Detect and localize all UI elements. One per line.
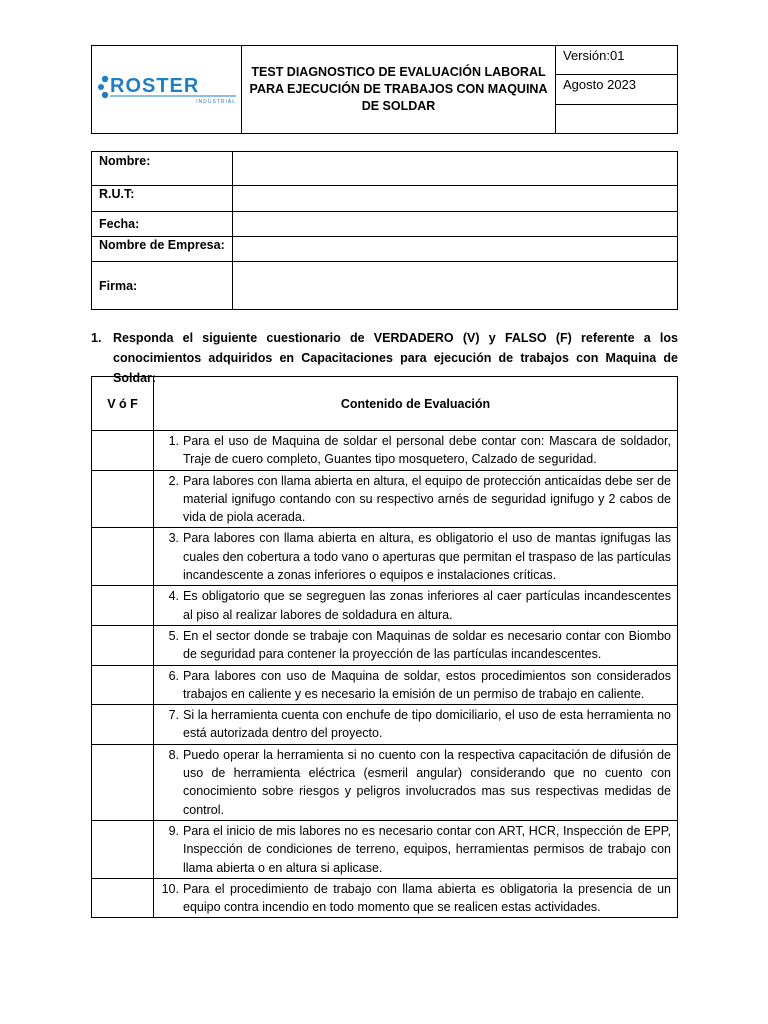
answer-cell[interactable]	[92, 625, 154, 665]
answer-cell[interactable]	[92, 878, 154, 918]
question-number: 2.	[168, 473, 179, 488]
answer-cell[interactable]	[92, 528, 154, 586]
answer-cell[interactable]	[92, 431, 154, 471]
question-row	[92, 431, 678, 471]
content-column-header: Contenido de Evaluación	[154, 377, 678, 431]
question-number: 4.	[168, 589, 179, 604]
question-row	[92, 820, 678, 878]
signature-label: Firma:	[92, 262, 233, 310]
date-field-label: Fecha:	[92, 212, 233, 237]
document-header	[91, 45, 678, 134]
date-field[interactable]	[233, 212, 678, 237]
name-label: Nombre:	[92, 152, 233, 186]
vf-column-header: V ó F	[92, 377, 154, 431]
question-number: 8.	[168, 747, 179, 762]
logo-text: ROSTER	[109, 75, 199, 97]
question-number: 7.	[168, 708, 179, 723]
document-title: TEST DIAGNOSTICO DE EVALUACIÓN LABORAL PARA EJECUCIÓN DE TRABAJOS CON MAQUINA DE SOLDAR	[242, 46, 556, 134]
question-number: 5.	[168, 628, 179, 643]
signature-field[interactable]	[233, 262, 678, 310]
company-label: Nombre de Empresa:	[92, 237, 233, 262]
answer-cell[interactable]	[92, 820, 154, 878]
instruction-text: Responda el siguiente cuestionario de VERDADERO (V) y FALSO (F) referente a los conocimientos adquiridos en Capacitaciones para ejecución de trabajos con Maquina de Soldar:	[113, 331, 678, 385]
logo-subtext: INDUSTRIAL	[195, 99, 236, 104]
answer-cell[interactable]	[92, 744, 154, 820]
question-row	[92, 665, 678, 705]
logo-cell	[92, 46, 242, 134]
question-row	[92, 528, 678, 586]
question-row	[92, 625, 678, 665]
question-number: 1.	[168, 434, 179, 448]
question-row	[92, 744, 678, 820]
question-row	[92, 470, 678, 528]
question-number: 3.	[168, 531, 179, 546]
questions-header-row	[92, 377, 678, 431]
question-text: Si la herramienta cuenta con enchufe de tipo domiciliario, el uso de esta herramienta no está autorizada dentro del proyecto.	[183, 708, 671, 741]
question-row	[92, 878, 678, 918]
date-label: Agosto 2023	[556, 75, 678, 104]
questions-table	[91, 376, 678, 918]
question-number: 6.	[168, 668, 179, 683]
instruction-number: 1.	[91, 331, 102, 345]
header-extra-cell	[556, 104, 678, 133]
question-text: Para el uso de Maquina de soldar el personal debe contar con: Mascara de soldador, Traje de cuero completo, Guantes tipo mosquetero, Calzado de seguridad.	[183, 434, 671, 467]
question-text: Es obligatorio que se segreguen las zonas inferiores al caer partículas incandescentes al piso al realizar labores de soldadura en altura.	[183, 589, 671, 622]
company-field[interactable]	[233, 237, 678, 262]
rut-field[interactable]	[233, 186, 678, 212]
answer-cell[interactable]	[92, 470, 154, 528]
question-text: Para el inicio de mis labores no es necesario contar con ART, HCR, Inspección de EPP, Inspección de condiciones de terreno, equipos, herramientas permisos de trabajo con llama abierta o en altura si aplicase.	[183, 823, 671, 875]
question-row	[92, 705, 678, 745]
question-row	[92, 586, 678, 626]
question-text: Para labores con llama abierta en altura, el equipo de protección anticaídas debe ser de material ignifugo contando con su respectivo arnés de seguridad ignifugo y 2 cabos de vida de piola acerada.	[183, 473, 671, 525]
roster-logo	[96, 70, 238, 104]
question-text: Para labores con llama abierta en altura, es obligatorio el uso de mantas ignifugas las cuales den cobertura a todo vano o aperturas que permitan el traspaso de las partículas incandescente a zonas inferiores o equipos e instalaciones críticas.	[183, 531, 671, 583]
question-number: 9.	[168, 823, 179, 838]
rut-label: R.U.T:	[92, 186, 233, 212]
answer-cell[interactable]	[92, 705, 154, 745]
question-text: En el sector donde se trabaje con Maquinas de soldar es necesario contar con Biombo de seguridad para contener la proyección de las partículas incandescentes.	[183, 628, 671, 662]
answer-cell[interactable]	[92, 665, 154, 705]
question-text: Para el procedimiento de trabajo con llama abierta es obligatoria la presencia de un equipo contra incendio en todo momento que se realicen estas actividades.	[183, 881, 671, 915]
version-label: Versión:01	[556, 46, 678, 75]
question-text: Puedo operar la herramienta si no cuento con la respectiva capacitación de difusión de uso de herramienta eléctrica (esmeril angular) considerando que no cuento con conocimiento sobre riesgos y peligros involucrados mas sus respectivas medidas de control.	[183, 747, 671, 817]
question-text: Para labores con uso de Maquina de soldar, estos procedimientos son considerados trabajos en caliente y es necesario la emisión de un permiso de trabajo en caliente.	[183, 668, 671, 701]
name-field[interactable]	[233, 152, 678, 186]
answer-cell[interactable]	[92, 586, 154, 626]
personal-info-table	[91, 151, 678, 310]
question-number: 10.	[161, 881, 179, 896]
